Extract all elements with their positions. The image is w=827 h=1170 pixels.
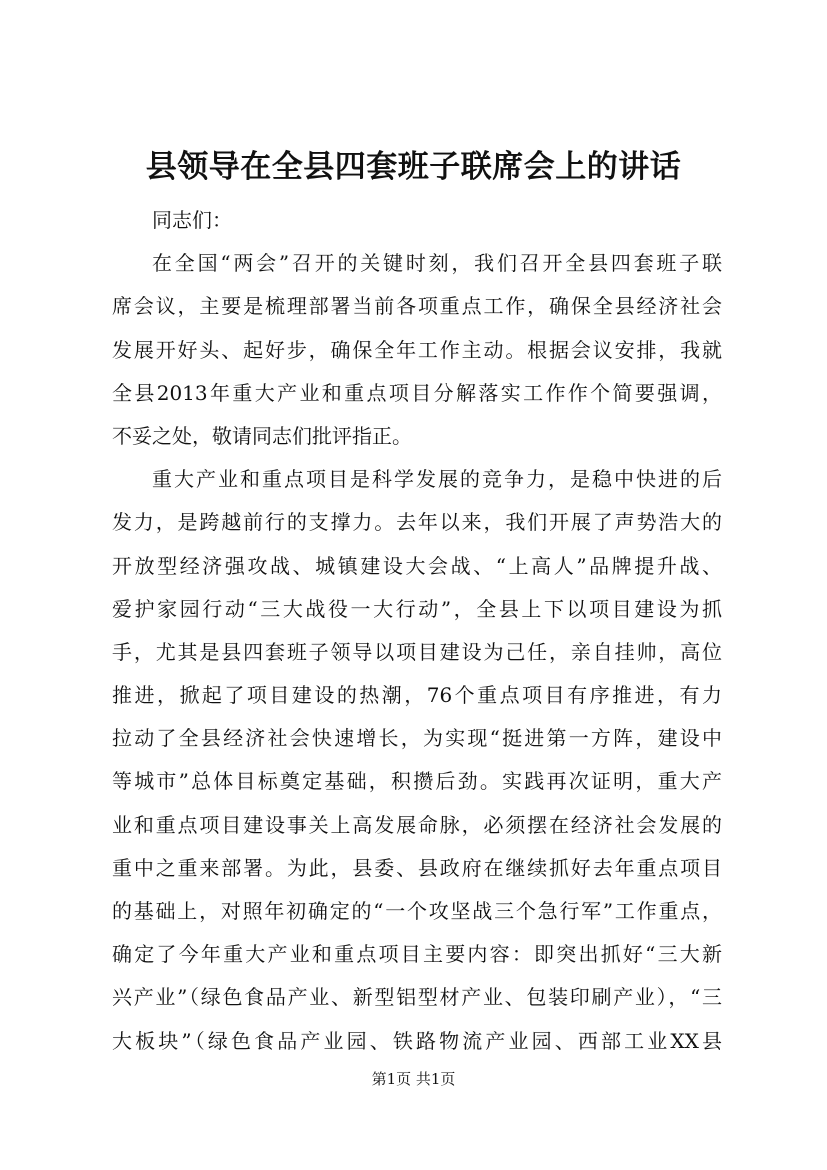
paragraph-1-line: 全县2013年重大产业和重点项目分解落实工作作个简要强调， bbox=[112, 380, 722, 405]
page-number-footer: 第1页 共1页 bbox=[371, 1070, 456, 1088]
paragraph-2-line: 推进，掀起了项目建设的热潮，76个重点项目有序推进，有力 bbox=[112, 683, 722, 708]
paragraph-2-line: 重大产业和重点项目是科学发展的竞争力，是稳中快进的后 bbox=[152, 467, 722, 492]
paragraph-2-line: 大板块”（绿色食品产业园、铁路物流产业园、西部工业XX县 bbox=[112, 1028, 722, 1053]
paragraph-2-line: 等城市”总体目标奠定基础，积攒后劲。实践再次证明，重大产 bbox=[112, 769, 722, 794]
document-body bbox=[112, 199, 722, 1063]
paragraph-2-line: 手，尤其是县四套班子领导以项目建设为己任，亲自挂帅，高位 bbox=[112, 639, 722, 664]
paragraph-2-line: 的基础上，对照年初确定的“一个攻坚战三个急行军”工作重点， bbox=[112, 899, 722, 923]
paragraph-1-line: 在全国“两会”召开的关键时刻，我们召开全县四套班子联 bbox=[152, 251, 722, 276]
paragraph-1-line: 席会议，主要是梳理部署当前各项重点工作，确保全县经济社会 bbox=[112, 294, 722, 319]
paragraph-1-line: 发展开好头、起好步，确保全年工作主动。根据会议安排，我就 bbox=[112, 337, 722, 362]
paragraph-2-line: 拉动了全县经济社会快速增长，为实现“挺进第一方阵，建设中 bbox=[112, 726, 722, 751]
paragraph-2-line: 确定了今年重大产业和重点项目主要内容：即突出抓好“三大新 bbox=[112, 942, 722, 967]
paragraph-1-line: 不妥之处，敬请同志们批评指正。 bbox=[112, 423, 412, 448]
document-title: 县领导在全县四套班子联席会上的讲话 bbox=[145, 149, 682, 185]
paragraph-2-line: 重中之重来部署。为此，县委、县政府在继续抓好去年重点项目 bbox=[112, 855, 722, 880]
salutation: 同志们： bbox=[152, 208, 232, 232]
paragraph-2-line: 发力，是跨越前行的支撑力。去年以来，我们开展了声势浩大的 bbox=[112, 510, 722, 535]
paragraph-2-line: 爱护家园行动“三大战役一大行动”，全县上下以项目建设为抓 bbox=[112, 596, 722, 621]
paragraph-2-line: 业和重点项目建设事关上高发展命脉，必须摆在经济社会发展的 bbox=[112, 812, 722, 837]
paragraph-2-line: 开放型经济强攻战、城镇建设大会战、“上高人”品牌提升战、 bbox=[112, 553, 722, 578]
paragraph-2-line: 兴产业”（绿色食品产业、新型铝型材产业、包装印刷产业），“三 bbox=[112, 985, 722, 1010]
